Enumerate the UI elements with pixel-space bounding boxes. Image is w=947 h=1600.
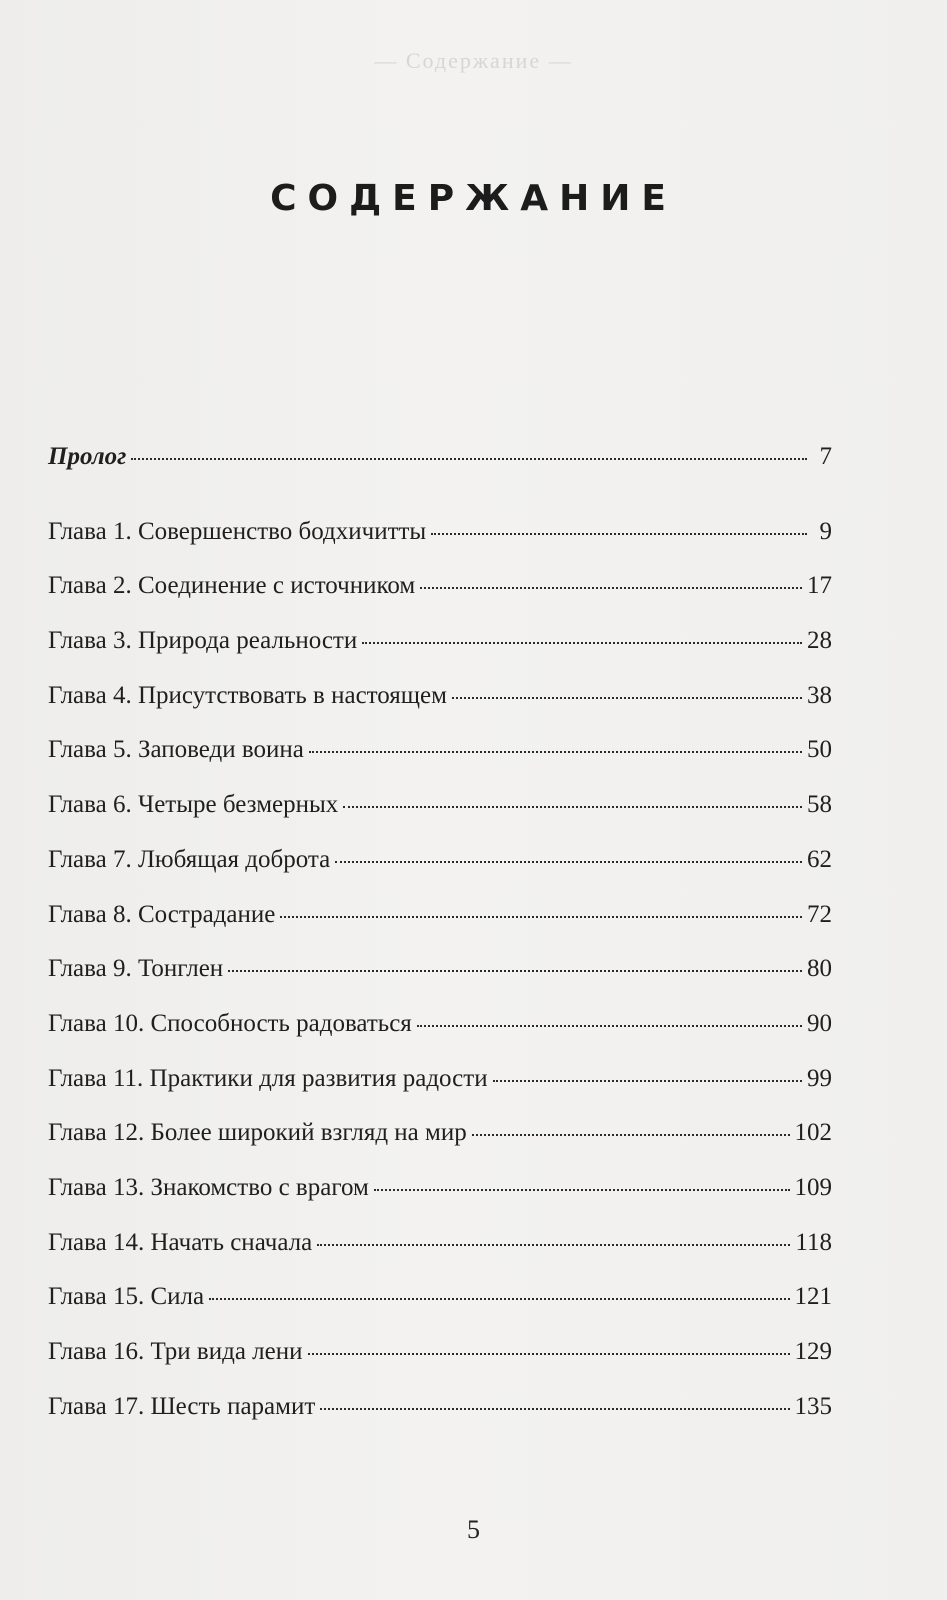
- dot-leader: [309, 751, 802, 753]
- dot-leader: [493, 1080, 802, 1082]
- toc-entry-label: Глава 14. Начать сначала: [48, 1228, 313, 1256]
- toc-entry-chapter-4[interactable]: [48, 683, 832, 738]
- toc-entry-label: Глава 9. Тонглен: [48, 955, 224, 983]
- toc-entry-label: Глава 3. Природа реальности: [48, 627, 358, 655]
- toc-entry-prolog[interactable]: [48, 444, 832, 499]
- page-title: СОДЕРЖАНИЕ: [270, 178, 677, 219]
- toc-entry-label: Глава 15. Сила: [48, 1283, 205, 1311]
- toc-entry-chapter-6[interactable]: [48, 792, 832, 847]
- toc-entry-chapter-8[interactable]: [48, 902, 832, 957]
- toc-entry-page: 38: [807, 681, 832, 709]
- toc-entry-page: 129: [794, 1338, 832, 1365]
- toc-entry-page: 99: [807, 1064, 832, 1092]
- toc-entry-label: Глава 7. Любящая доброта: [48, 845, 331, 873]
- toc-entry-label: Глава 16. Три вида лени: [48, 1338, 303, 1365]
- toc-entry-chapter-11[interactable]: [48, 1066, 832, 1121]
- dot-leader: [374, 1189, 790, 1191]
- toc-entry-chapter-2[interactable]: [48, 573, 832, 628]
- dot-leader: [131, 458, 807, 460]
- toc-entry-label: Глава 12. Более широкий взгляд на мир: [48, 1119, 467, 1147]
- page-number: 5: [467, 1515, 480, 1544]
- toc-entry-label: Пролог: [48, 443, 127, 470]
- dot-leader: [209, 1298, 789, 1300]
- toc-entry-chapter-14[interactable]: [48, 1230, 832, 1285]
- toc-entry-chapter-12[interactable]: [48, 1120, 832, 1175]
- dot-leader: [320, 1408, 789, 1410]
- toc-entry-label: Глава 4. Присутствовать в настоящем: [48, 681, 447, 709]
- toc-entry-page: 135: [794, 1392, 832, 1420]
- dot-leader: [317, 1244, 790, 1246]
- dot-leader: [452, 697, 802, 699]
- toc-entry-chapter-1[interactable]: [48, 519, 832, 574]
- toc-entry-page: 109: [794, 1173, 832, 1201]
- toc-entry-chapter-15[interactable]: [48, 1284, 832, 1339]
- toc-entry-label: Глава 13. Знакомство с врагом: [48, 1173, 369, 1201]
- toc-entry-page: 62: [807, 845, 832, 873]
- toc-entry-page: 9: [819, 517, 832, 545]
- toc-entry-chapter-17[interactable]: [48, 1394, 832, 1449]
- dot-leader: [362, 642, 802, 644]
- dot-leader: [308, 1353, 790, 1355]
- toc-entry-page: 118: [795, 1228, 832, 1256]
- dot-leader: [420, 587, 802, 589]
- dot-leader: [431, 533, 807, 535]
- toc-entry-page: 80: [807, 955, 832, 983]
- dot-leader: [228, 970, 802, 972]
- toc-entry-page: 28: [807, 627, 832, 655]
- toc-entry-page: 7: [819, 443, 832, 470]
- toc-entry-chapter-16[interactable]: [48, 1339, 832, 1394]
- toc-entry-chapter-10[interactable]: [48, 1011, 832, 1066]
- toc-entry-label: Глава 5. Заповеди воина: [48, 736, 304, 764]
- toc-entry-page: 90: [807, 1009, 832, 1037]
- toc-entry-label: Глава 17. Шесть парамит: [48, 1392, 316, 1420]
- show-through-running-header: — Содержание —: [374, 48, 573, 73]
- toc-entry-page: 102: [794, 1119, 832, 1147]
- dot-leader: [417, 1025, 802, 1027]
- toc-entry-page: 58: [807, 791, 832, 819]
- dot-leader: [280, 916, 802, 918]
- dot-leader: [343, 806, 802, 808]
- dot-leader: [472, 1134, 790, 1136]
- toc-entry-page: 17: [807, 572, 832, 600]
- toc-entry-chapter-13[interactable]: [48, 1175, 832, 1230]
- toc-entry-page: 121: [794, 1283, 832, 1311]
- toc-entry-label: Глава 6. Четыре безмерных: [48, 791, 339, 819]
- table-of-contents: [48, 444, 832, 1448]
- toc-entry-chapter-3[interactable]: [48, 628, 832, 683]
- toc-entry-label: Глава 8. Сострадание: [48, 900, 276, 928]
- toc-entry-label: Глава 1. Совершенство бодхичитты: [48, 517, 427, 545]
- toc-entry-label: Глава 10. Способность радоваться: [48, 1009, 412, 1037]
- toc-entry-page: 50: [807, 736, 832, 764]
- toc-entry-chapter-7[interactable]: [48, 847, 832, 902]
- toc-entry-chapter-9[interactable]: [48, 956, 832, 1011]
- toc-entry-label: Глава 2. Соединение с источником: [48, 572, 416, 600]
- toc-entry-label: Глава 11. Практики для развития радости: [48, 1064, 488, 1092]
- dot-leader: [335, 861, 802, 863]
- toc-entry-chapter-5[interactable]: [48, 737, 832, 792]
- toc-entry-page: 72: [807, 900, 832, 928]
